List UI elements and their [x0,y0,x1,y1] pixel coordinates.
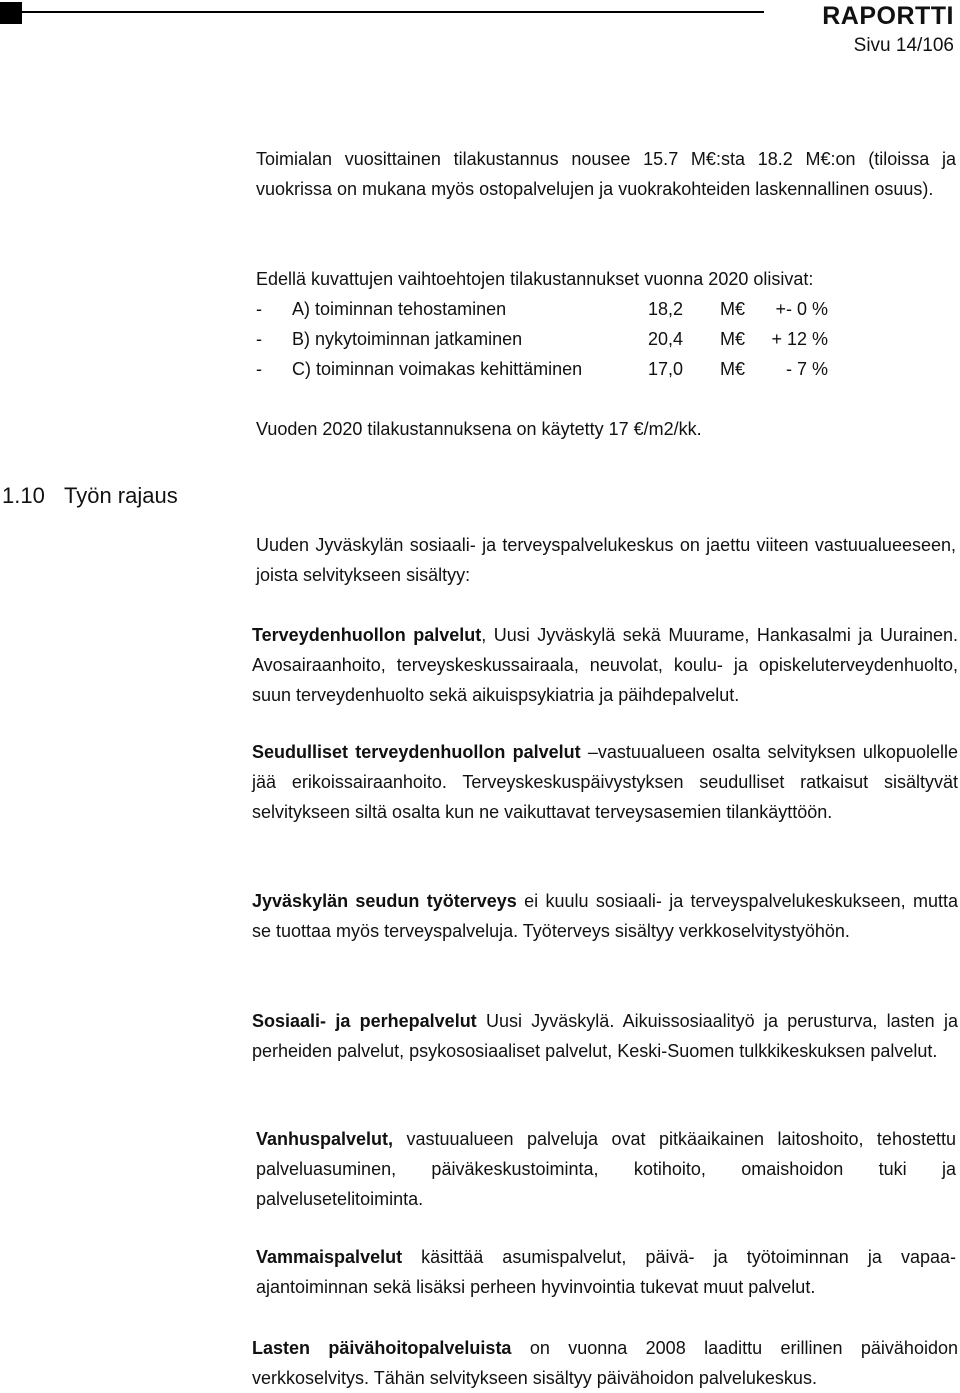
scope-item-heading: Vammaispalvelut [256,1247,403,1267]
report-title: RAPORTTI [822,2,954,30]
scope-item-heading: Lasten päivähoitopalveluista [252,1338,512,1358]
scope-item [252,886,958,946]
option-row [256,354,856,384]
option-change: - 7 % [785,359,828,379]
option-change: +- 0 % [775,299,828,319]
scope-item-text: käsittää asumispalvelut, päivä- ja työtoiminnan ja vapaa-ajantoiminnan sekä lisäksi perheen hyvinvointia tukevat muut palvelut. [256,1247,956,1297]
header-rule [22,11,764,13]
intro-paragraph: Toimialan vuosittainen tilakustannus nousee 15.7 M€:sta 18.2 M€:on (tiloissa ja vuokrissa on mukana myös ostopalvelujen ja vuokrakohteiden laskennallinen osuus). [256,149,956,199]
scope-item [252,737,958,827]
scope-item-heading: Terveydenhuollon palvelut [252,625,482,645]
option-value: 20,4 [648,329,684,349]
scope-item [252,1006,958,1066]
scope-item-heading: Sosiaali- ja perhepalvelut [252,1011,477,1031]
option-dash: - [256,359,262,379]
scope-item [252,620,958,710]
option-row [256,294,856,324]
options-intro: Edellä kuvattujen vaihtoehtojen tilakustannukset vuonna 2020 olisivat: [256,269,814,289]
scope-item-text: , Uusi Jyväskylä sekä Muurame, Hankasalmi ja Uurainen. Avosairaanhoito, terveyskeskussairaala, neuvolat, koulu- ja opiskeluterveydenhuolto, suun terveydenhuolto sekä aikuispsykiatria ja päihdepalvelut. [252,625,958,705]
option-label: A) toiminnan tehostaminen [292,299,507,319]
scope-item-heading: Vanhuspalvelut, [256,1129,394,1149]
section-title: Työn rajaus [64,483,178,508]
option-dash: - [256,299,262,319]
option-value: 18,2 [648,299,684,319]
scope-item-text: ei kuulu sosiaali- ja terveyspalvelukeskukseen, mutta se tuottaa myös terveyspalveluja. Työterveys sisältyy verkkoselvitystyöhön. [252,891,959,941]
option-label: B) nykytoiminnan jatkaminen [292,329,523,349]
option-row [256,324,856,354]
scope-item-heading: Jyväskylän seudun työterveys [252,891,517,911]
cost-note: Vuoden 2020 tilakustannuksena on käytetty 17 €/m2/kk. [256,419,702,439]
option-dash: - [256,329,262,349]
scope-item-text: –vastuualueen osalta selvityksen ulkopuolelle jää erikoissairaanhoito. Terveyskeskuspäivystyksen seudulliset ratkaisut sisältyvät selvitykseen siltä osalta kun ne vaikuttavat terveysasemien tilankäyttöön. [252,742,958,822]
section-number: 1.10 [2,483,45,508]
option-change: + 12 % [771,329,828,349]
option-unit: M€ [720,359,746,379]
scope-item [256,1242,956,1302]
scope-item-text: on vuonna 2008 laadittu erillinen päivähoidon verkkoselvitys. Tähän selvitykseen sisältyy päivähoidon palvelukeskus. [252,1338,958,1388]
scope-item-heading: Seudulliset terveydenhuollon palvelut [252,742,581,762]
scope-item-text: Uusi Jyväskylä. Aikuissosiaalityö ja perusturva, lasten ja perheiden palvelut, psykososiaaliset palvelut, Keski-Suomen tulkkikeskuksen palvelut. [252,1011,958,1061]
page-number: Sivu 14/106 [853,35,954,56]
scope-item [252,1333,958,1393]
scope-intro: Uuden Jyväskylän sosiaali- ja terveyspalvelukeskus on jaettu viiteen vastuualueeseen, joista selvitykseen sisältyy: [256,535,956,585]
option-unit: M€ [720,299,746,319]
header-square-mark [0,2,22,24]
scope-item-text: vastuualueen palveluja ovat pitkäaikainen laitoshoito, tehostettu palveluasuminen, päiväkeskustoiminta, kotihoito, omaishoidon tuki ja palvelusetelitoiminta. [256,1129,956,1209]
option-label: C) toiminnan voimakas kehittäminen [292,359,583,379]
option-value: 17,0 [648,359,684,379]
section-heading [2,483,178,509]
option-unit: M€ [720,329,746,349]
scope-item [256,1124,956,1214]
